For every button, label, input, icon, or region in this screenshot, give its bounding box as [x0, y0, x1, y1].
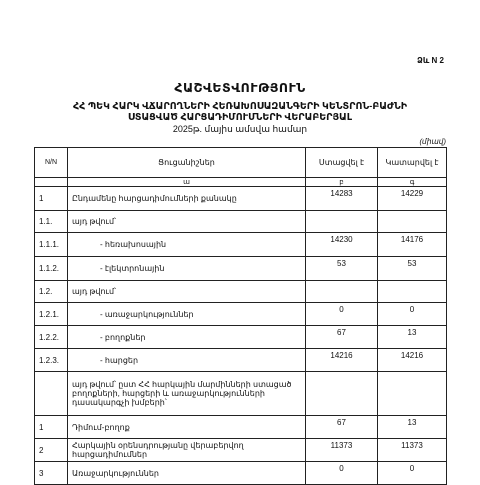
received-value [306, 281, 378, 303]
row-label: Հարկային օրենսդրությանը վերաբերվող հարցադիմումներ [68, 439, 306, 462]
completed-value: 11373 [378, 439, 447, 462]
received-value: 67 [306, 326, 378, 349]
table-row [35, 349, 447, 372]
completed-value: 13 [378, 326, 447, 349]
received-value [306, 211, 378, 233]
table-row [35, 257, 447, 281]
reporting-period: 2025թ. մայիս ամսվա համար [172, 124, 308, 134]
document-subtitle-line-1: ՀՀ ՊԵԿ ՀԱՐԿ ՎՃԱՐՈՂՆԵՐԻ ՀԵՌԱԽՈՍԱԶԱՆԳԵՐԻ ԿԵՆՏՐՈՆ-ԲԱԺՆԻ [72, 101, 408, 112]
row-number: 1.2. [35, 281, 68, 303]
row-number: 1 [35, 416, 68, 439]
index-cell [35, 178, 68, 187]
received-value: 0 [306, 462, 378, 485]
header-received: Ստացվել է [306, 148, 378, 178]
table-row [35, 233, 447, 257]
row-number: 1.1.2. [35, 257, 68, 281]
row-label: - հարցեր [68, 349, 306, 372]
received-value [306, 372, 378, 416]
row-number: 1.1. [35, 211, 68, 233]
row-label: Ընդամենը հարցադիմումների քանակը [68, 187, 306, 211]
unit-label: (միավ) [419, 137, 446, 146]
completed-value: 14216 [378, 349, 447, 372]
table-row [35, 416, 447, 439]
row-label: - բողոքներ [68, 326, 306, 349]
table-row [35, 211, 447, 233]
received-value: 11373 [306, 439, 378, 462]
received-value: 53 [306, 257, 378, 281]
row-number [35, 372, 68, 416]
row-label: այդ թվում՝ [68, 211, 306, 233]
completed-value: 0 [378, 462, 447, 485]
row-number: 1.2.2. [35, 326, 68, 349]
completed-value: 0 [378, 303, 447, 326]
row-label: այդ թվում՝ [68, 281, 306, 303]
header-number: N/N [35, 148, 68, 178]
completed-value: 13 [378, 416, 447, 439]
row-number: 3 [35, 462, 68, 485]
index-cell: գ [378, 178, 447, 187]
completed-value [378, 372, 447, 416]
table-row [35, 303, 447, 326]
row-label: Դիմում-բողոք [68, 416, 306, 439]
form-number: Ձև N 2 [416, 56, 444, 65]
completed-value [378, 281, 447, 303]
report-table [34, 147, 447, 485]
received-value: 0 [306, 303, 378, 326]
row-label: - հեռախոսային [68, 233, 306, 257]
row-label: Առաջարկություններ [68, 462, 306, 485]
completed-value [378, 211, 447, 233]
row-number: 1.2.3. [35, 349, 68, 372]
header-completed: Կատարվել է [378, 148, 447, 178]
row-number: 1.1.1. [35, 233, 68, 257]
table-row [35, 462, 447, 485]
table-row [35, 372, 447, 416]
table-row [35, 439, 447, 462]
row-number: 1 [35, 187, 68, 211]
table-row [35, 281, 447, 303]
header-row [35, 148, 447, 178]
document-title: ՀԱՇՎԵՏՎՈՒԹՅՈՒՆ [174, 81, 306, 95]
document-subtitle-line-2: ՍՏԱՑՎԱԾ ՀԱՐՑԱԴԻՄՈՒՄՆԵՐԻ ՎԵՐԱԲԵՐՅԱԼ [127, 112, 353, 123]
received-value: 67 [306, 416, 378, 439]
row-label: - առաջարկություններ [68, 303, 306, 326]
index-cell: ա [68, 178, 306, 187]
row-number: 2 [35, 439, 68, 462]
index-row [35, 178, 447, 187]
row-label: այդ թվում՝ ըստ ՀՀ հարկային մարմինների ստացած բողոքների, հարցերի և առաջարկությունների դասակարգչի խմբերի՝ [68, 372, 306, 416]
header-indicators: Ցուցանիշներ [68, 148, 306, 178]
received-value: 14216 [306, 349, 378, 372]
received-value: 14230 [306, 233, 378, 257]
row-number: 1.2.1. [35, 303, 68, 326]
table-row [35, 326, 447, 349]
row-label: - էլեկտրոնային [68, 257, 306, 281]
received-value: 14283 [306, 187, 378, 211]
completed-value: 14176 [378, 233, 447, 257]
completed-value: 53 [378, 257, 447, 281]
completed-value: 14229 [378, 187, 447, 211]
table-row [35, 187, 447, 211]
index-cell: բ [306, 178, 378, 187]
